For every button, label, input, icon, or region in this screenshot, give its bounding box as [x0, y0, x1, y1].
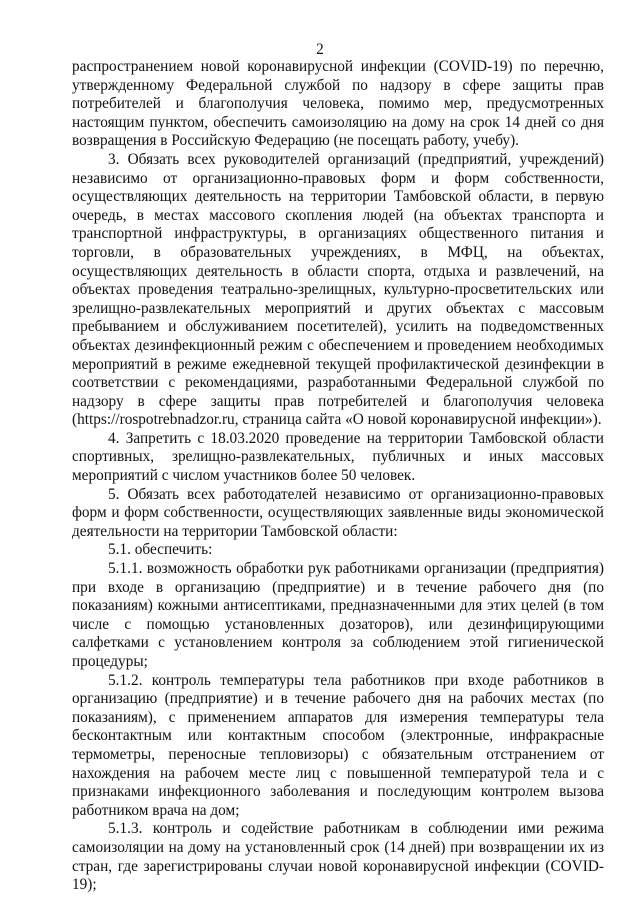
paragraph-item-4: 4. Запретить с 18.03.2020 проведение на территории Тамбовской области спортивных, зрелищно-развлекательных, публичных и иных массовых мероприятий с числом участников более 50 человек.: [72, 429, 604, 485]
page-number: 2: [316, 41, 324, 58]
paragraph-item-5-1-3: 5.1.3. контроль и содействие работникам в соблюдении ими режима самоизоляции на дому на установленный срок (14 дней) при возвращении их из стран, где зарегистрированы случаи новой коронавирусной инфекции (COVID-19);: [72, 820, 604, 894]
paragraph-item-3: 3. Обязать всех руководителей организаций (предприятий, учреждений) независимо от организационно-правовых форм и форм собственности, осуществляющих деятельность на территории Тамбовской области, в первую очередь, в местах массового скопления людей (на объектах транспорта и транспортной инфраструктуры, в организациях общественного питания и торговли, в образовательных учреждениях, в МФЦ, на объектах, осуществляющих деятельность в области спорта, отдыха и развлечений, на объектах проведения театрально-зрелищных, культурно-просветительских или зрелищно-развлекательных мероприятий и других объектах с массовым пребыванием и обслуживанием посетителей), усилить на подведомственных объектах дезинфекционный режим с обеспечением и проведением необходимых мероприятий в режиме ежедневной текущей профилактической дезинфекции в соответствии с рекомендациями, разработанными Федеральной службой по надзору в сфере защиты прав потребителей и благополучия человека (https://rospotrebnadzor.ru, страница сайта «О новой коронавирусной инфекции»).: [72, 150, 604, 429]
paragraph-continuation: распространением новой коронавирусной инфекции (COVID-19) по перечню, утвержденному Федеральной службой по надзору в сфере защиты прав потребителей и благополучия человека, помимо мер, предусмотренных настоящим пунктом, обеспечить самоизоляцию на дому на срок 14 дней со дня возвращения в Российскую Федерацию (не посещать работу, учебу).: [72, 58, 604, 150]
paragraph-item-5-1: 5.1. обеспечить:: [108, 541, 213, 559]
document-body: [72, 58, 604, 895]
paragraph-item-5: 5. Обязать всех работодателей независимо от организационно-правовых форм и форм собственности, осуществляющих заявленные виды экономической деятельности на территории Тамбовской области:: [72, 485, 604, 540]
paragraph-item-5-1-2: 5.1.2. контроль температуры тела работников при входе работников в организацию (предприятие) и в течение рабочего дня на рабочих местах (по показаниям), с применением аппаратов для измерения температуры тела бесконтактным или контактным способом (электронные, инфракрасные термометры, переносные тепловизоры) с обязательным отстранением от нахождения на рабочем месте лиц с повышенной температурой тела и с признаками инфекционного заболевания и последующим контролем вызова работником врача на дом;: [72, 671, 604, 819]
paragraph-item-5-1-1: 5.1.1. возможность обработки рук работниками организации (предприятия) при входе в организацию (предприятие) и в течение рабочего дня (по показаниям) кожными антисептиками, предназначенными для этих целей (в том числе с помощью установленных дозаторов), или дезинфицирующими салфетками с установлением контроля за соблюдением этой гигиенической процедуры;: [72, 560, 604, 670]
